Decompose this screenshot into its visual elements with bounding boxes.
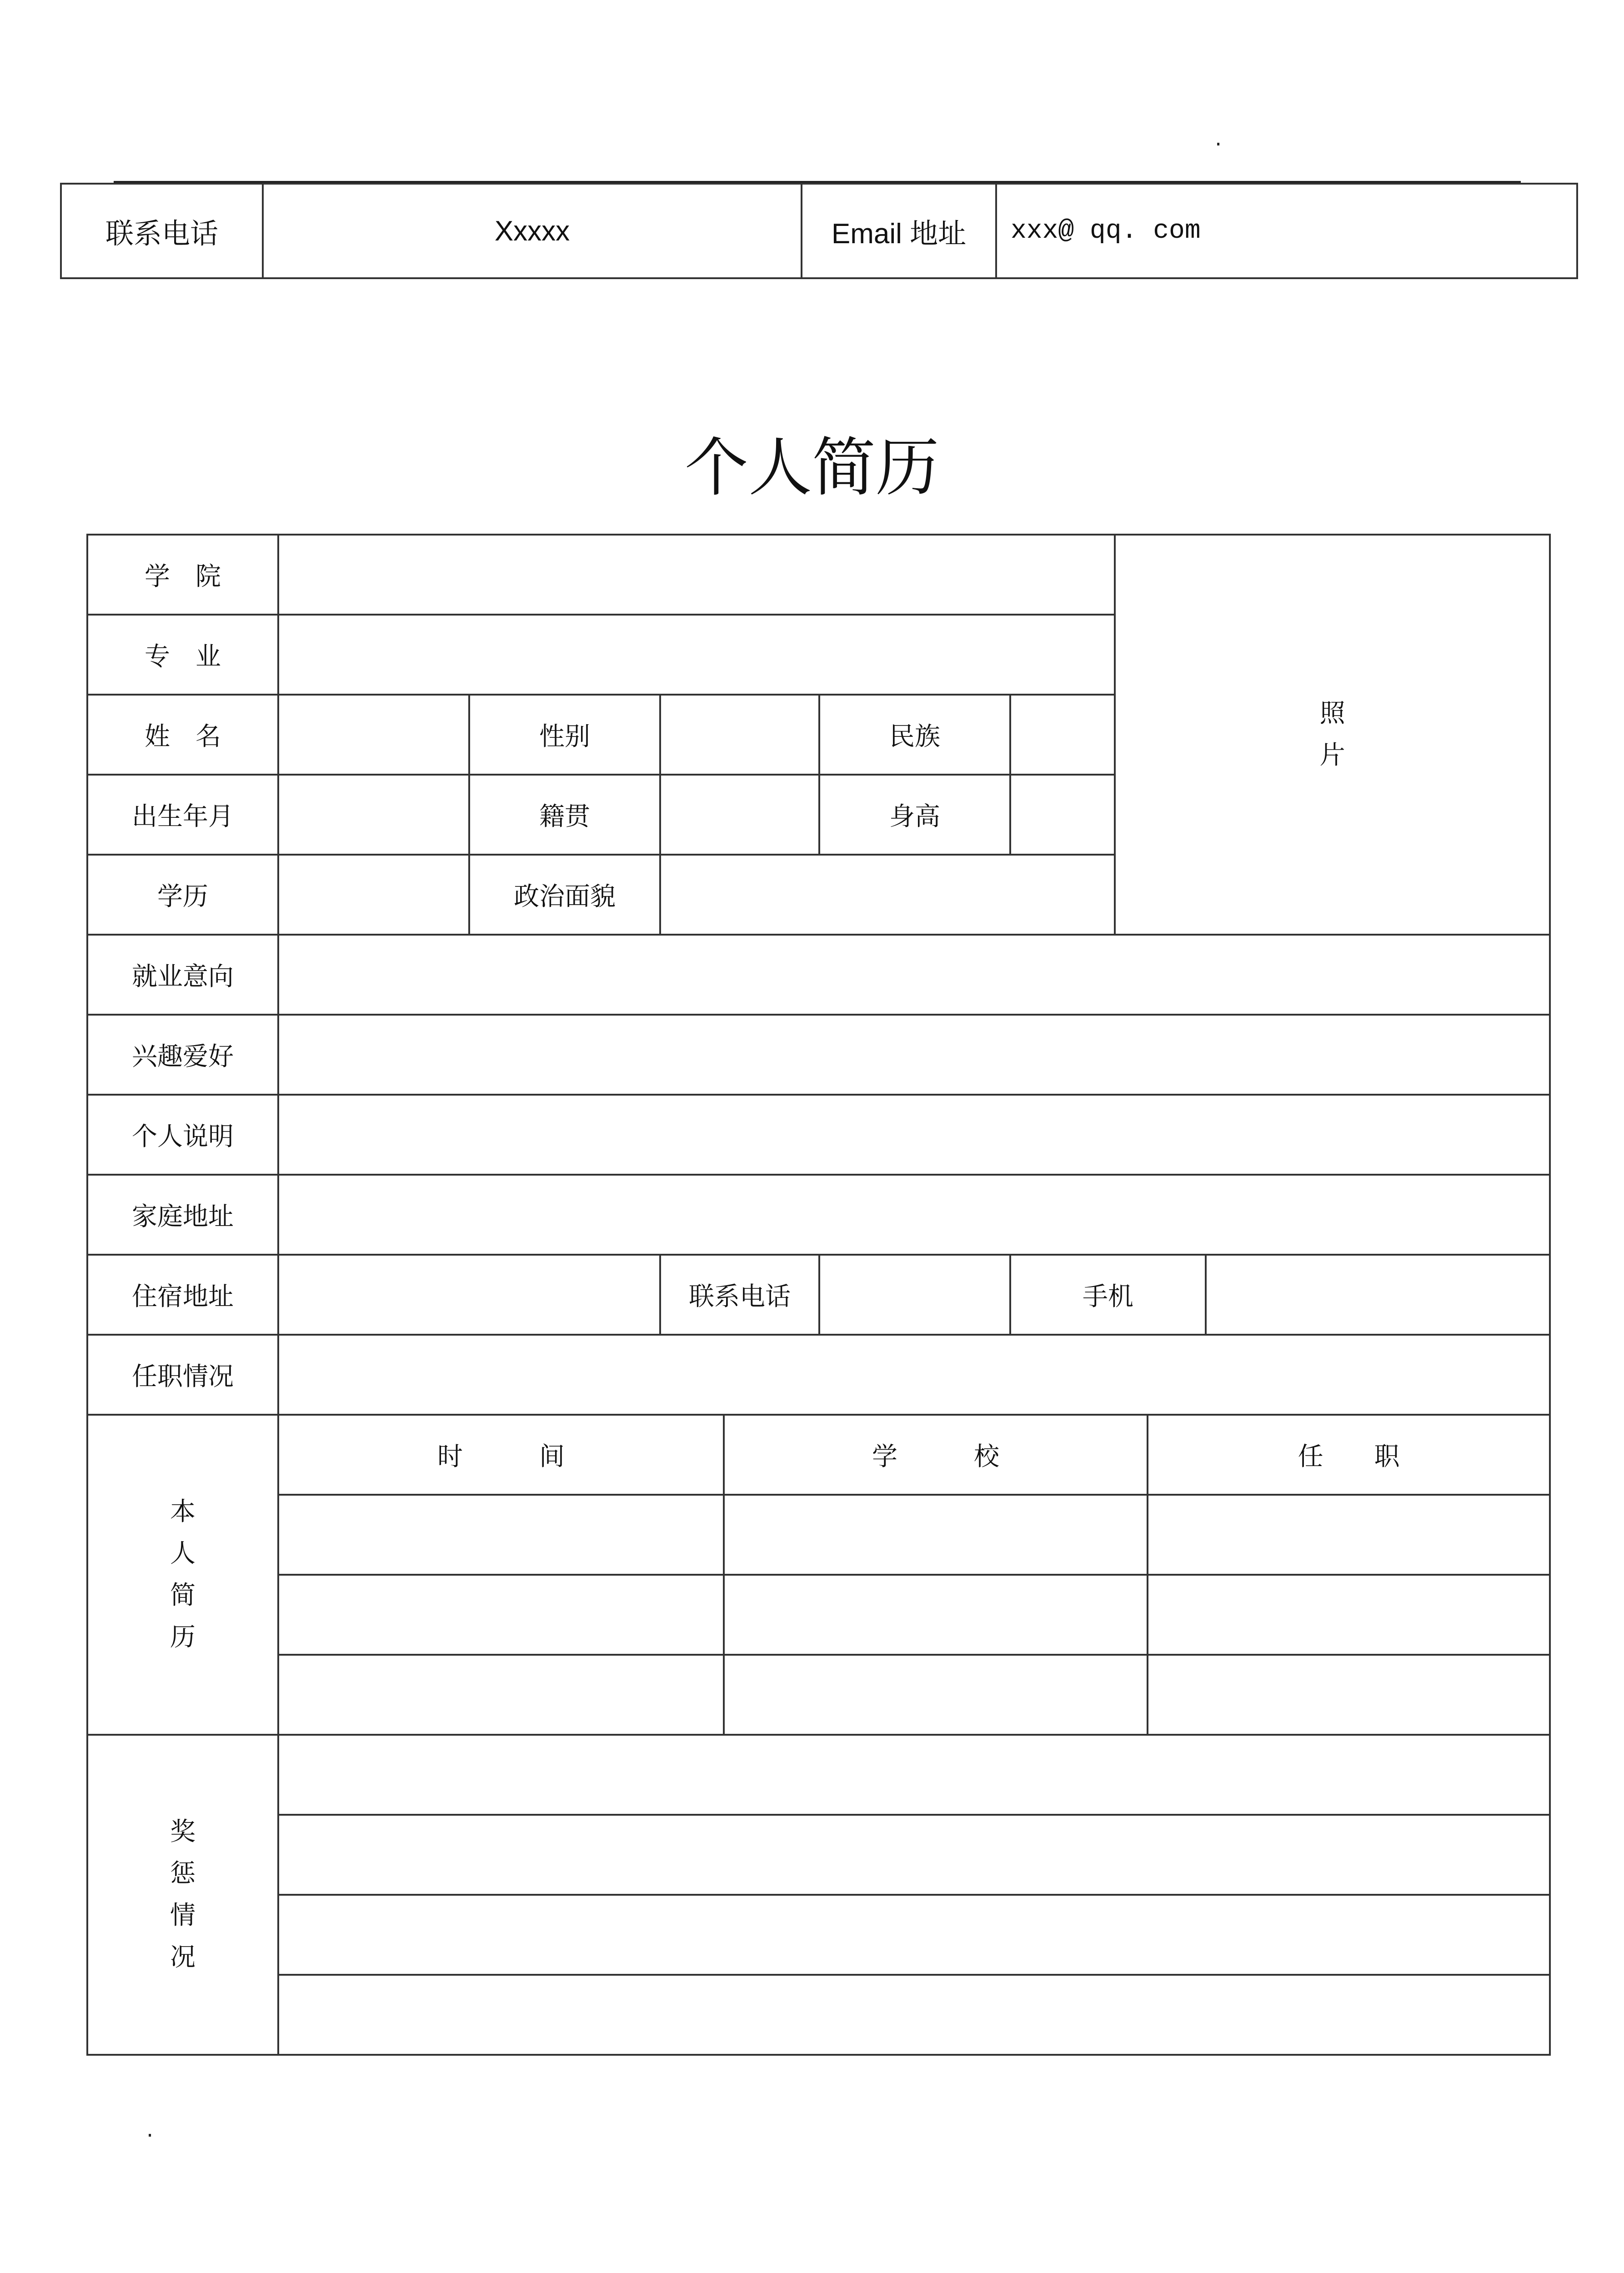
birth-field[interactable] [278, 775, 469, 855]
job-intention-label: 就业意向 [87, 935, 278, 1015]
major-field[interactable] [278, 615, 1115, 695]
awards-section-label [87, 1735, 278, 2055]
personal-statement-label: 个人说明 [87, 1095, 278, 1175]
native-place-field[interactable] [660, 775, 819, 855]
awards-row[interactable] [278, 1735, 1550, 1815]
vertical-label-char: 况 [170, 1943, 195, 1972]
resume-form-table [86, 534, 1551, 2056]
history-header-school: 学 校 [724, 1415, 1148, 1495]
personal-statement-field[interactable] [278, 1095, 1550, 1175]
contact-phone-label: 联系电话 [61, 184, 263, 278]
home-address-label: 家庭地址 [87, 1175, 278, 1255]
awards-row[interactable] [278, 1815, 1550, 1895]
awards-row[interactable] [278, 1975, 1550, 2055]
contact-phone-value[interactable]: Xxxxx [263, 184, 802, 278]
hobbies-label: 兴趣爱好 [87, 1015, 278, 1095]
photo-box[interactable] [1115, 535, 1550, 935]
history-time-cell[interactable] [278, 1655, 724, 1735]
political-status-field[interactable] [660, 855, 1115, 935]
native-place-label: 籍贯 [469, 775, 660, 855]
history-school-cell[interactable] [724, 1495, 1148, 1575]
vertical-label-char: 奖 [170, 1817, 195, 1847]
height-label: 身高 [819, 775, 1010, 855]
contact-table [60, 183, 1578, 279]
contact-email-label: Email 地址 [802, 184, 996, 278]
height-field[interactable] [1010, 775, 1115, 855]
history-header-time: 时 间 [278, 1415, 724, 1495]
positions-held-label: 任职情况 [87, 1335, 278, 1415]
name-label: 姓 名 [87, 695, 278, 775]
mobile-label: 手机 [1010, 1255, 1206, 1335]
ethnicity-label: 民族 [819, 695, 1010, 775]
gender-field[interactable] [660, 695, 819, 775]
college-label: 学 院 [87, 535, 278, 615]
page-title: 个人简历 [684, 431, 939, 505]
job-intention-field[interactable] [278, 935, 1550, 1015]
history-position-cell[interactable] [1148, 1495, 1550, 1575]
history-time-cell[interactable] [278, 1575, 724, 1655]
top-dot-mark: . [1215, 125, 1222, 151]
home-address-field[interactable] [278, 1175, 1550, 1255]
name-field[interactable] [278, 695, 469, 775]
vertical-label-char: 历 [170, 1622, 195, 1652]
history-position-cell[interactable] [1148, 1575, 1550, 1655]
vertical-label-char: 本 [170, 1497, 195, 1527]
history-school-cell[interactable] [724, 1655, 1148, 1735]
education-label: 学历 [87, 855, 278, 935]
gender-label: 性别 [469, 695, 660, 775]
dorm-address-label: 住宿地址 [87, 1255, 278, 1335]
history-time-cell[interactable] [278, 1495, 724, 1575]
history-position-cell[interactable] [1148, 1655, 1550, 1735]
history-school-cell[interactable] [724, 1575, 1148, 1655]
vertical-label-char: 惩 [170, 1859, 195, 1888]
ethnicity-field[interactable] [1010, 695, 1115, 775]
photo-label-char: 片 [1319, 741, 1345, 770]
photo-label-char: 照 [1319, 699, 1345, 728]
political-status-label: 政治面貌 [469, 855, 660, 935]
contact-email-value[interactable]: xxx@ qq. com [996, 184, 1577, 278]
contact-phone-label: 联系电话 [660, 1255, 819, 1335]
mobile-field[interactable] [1206, 1255, 1550, 1335]
resume-section-label [87, 1415, 278, 1735]
positions-held-field[interactable] [278, 1335, 1550, 1415]
birth-label: 出生年月 [87, 775, 278, 855]
college-field[interactable] [278, 535, 1115, 615]
vertical-label-char: 情 [170, 1901, 195, 1930]
awards-row[interactable] [278, 1895, 1550, 1975]
contact-phone-field[interactable] [819, 1255, 1010, 1335]
vertical-label-char: 人 [170, 1539, 195, 1568]
education-field[interactable] [278, 855, 469, 935]
major-label: 专 业 [87, 615, 278, 695]
vertical-label-char: 简 [170, 1581, 195, 1610]
hobbies-field[interactable] [278, 1015, 1550, 1095]
history-header-position: 任 职 [1148, 1415, 1550, 1495]
bottom-dot-mark: . [146, 2117, 154, 2142]
dorm-address-field[interactable] [278, 1255, 660, 1335]
